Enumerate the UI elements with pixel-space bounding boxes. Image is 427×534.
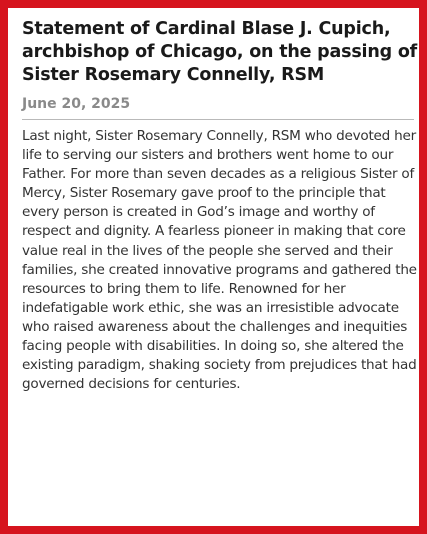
- statement-content: [22, 18, 422, 408]
- statement-body: Last night, Sister Rosemary Connelly, RSM who devoted her life to serving our sisters and brothers went home to our Father. For more than seven decades as a religious Sister of Mercy, Sister Rosemary gave proof to the principle that every person is created in God’s image and worthy of respect and dignity. A fearless pioneer in making that core value real in the lives of the people she served and their families, she created innovative programs and gathered the resources to bring them to life. Renowned for her indefatigable work ethic, she was an irresistible advocate who raised awareness about the challenges and inequities facing people with disabilities. In doing so, she altered the existing paradigm, shaking society from prejudices that had governed decisions for centuries.: [22, 128, 417, 393]
- divider: [22, 119, 414, 120]
- statement-headline: Statement of Cardinal Blase J. Cupich, archbishop of Chicago, on the passing of Sister Rosemary Connelly, RSM: [22, 19, 418, 85]
- statement-date: June 20, 2025: [22, 96, 131, 112]
